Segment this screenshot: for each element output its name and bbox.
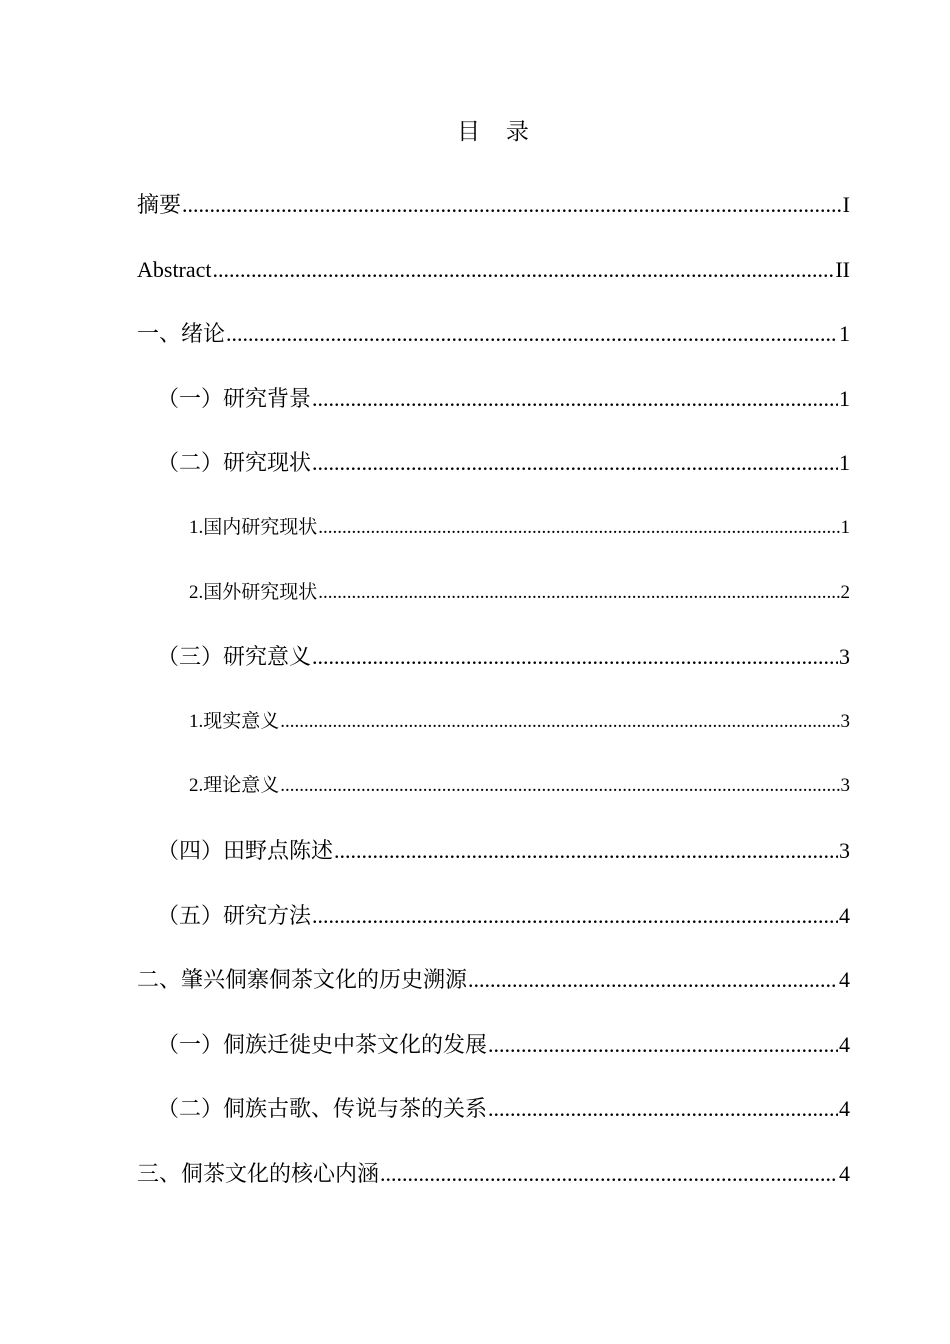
toc-dot-leader — [312, 635, 838, 679]
toc-entry-section-1-5[interactable] — [137, 894, 850, 959]
toc-dot-leader — [318, 506, 839, 550]
toc-entry-text: 一、绪论 — [137, 321, 226, 347]
toc-dot-leader — [488, 1023, 838, 1067]
toc-page-number: 4 — [839, 1031, 850, 1057]
toc-entry-text: 三、侗茶文化的核心内涵 — [137, 1160, 380, 1186]
toc-entry-subsection-1-2-2[interactable] — [137, 571, 850, 636]
toc-entry-text: （五）研究方法 — [157, 902, 312, 928]
toc-entry-text: 1.现实意义 — [189, 710, 280, 732]
toc-entry-chapter-1[interactable] — [137, 312, 850, 377]
toc-dot-leader — [468, 958, 838, 1002]
toc-entry-section-1-4[interactable] — [137, 829, 850, 894]
toc-entry-section-1-1[interactable] — [137, 377, 850, 442]
toc-entry-text: 摘要 — [137, 192, 182, 217]
toc-entry-abstract-en[interactable] — [137, 248, 850, 313]
toc-entry-text: 2.理论意义 — [189, 775, 280, 797]
toc-title: 目 录 — [457, 119, 539, 144]
toc-page-number: 1 — [839, 321, 850, 347]
toc-dot-leader — [318, 571, 839, 615]
toc-entry-text: （二）研究现状 — [157, 450, 312, 476]
toc-entry-text: （二）侗族古歌、传说与茶的关系 — [157, 1096, 488, 1122]
toc-entry-abstract-cn[interactable] — [137, 183, 850, 248]
toc-page-number: 3 — [839, 644, 850, 670]
toc-entry-text: （三）研究意义 — [157, 644, 312, 670]
toc-page-number: 1 — [839, 450, 850, 476]
toc-page-number: II — [835, 256, 850, 282]
toc-entry-section-2-1[interactable] — [137, 1023, 850, 1088]
toc-entry-section-2-2[interactable] — [137, 1087, 850, 1152]
toc-entry-subsection-1-2-1[interactable] — [137, 506, 850, 571]
toc-dot-leader — [280, 764, 839, 808]
toc-page-number: 4 — [839, 967, 850, 993]
toc-entry-text: 2.国外研究现状 — [189, 581, 318, 603]
toc-entry-text: Abstract — [137, 256, 212, 282]
toc-dot-leader — [312, 441, 838, 485]
toc-entry-chapter-2[interactable] — [137, 958, 850, 1023]
toc-dot-leader — [213, 248, 835, 292]
toc-page-number: 1 — [840, 516, 850, 538]
toc-dot-leader — [182, 183, 842, 227]
toc-page-number: 4 — [839, 1160, 850, 1186]
toc-entry-text: 二、肇兴侗寨侗茶文化的历史溯源 — [137, 967, 468, 993]
toc-entry-text: 1.国内研究现状 — [189, 516, 318, 538]
toc-page-number: I — [842, 192, 850, 217]
toc-dot-leader — [380, 1152, 838, 1196]
toc-page-number: 4 — [839, 902, 850, 928]
toc-entry-text: （四）田野点陈述 — [157, 837, 334, 863]
toc-dot-leader — [488, 1087, 838, 1131]
toc-dot-leader — [312, 894, 838, 938]
toc-dot-leader — [226, 312, 838, 356]
toc-page-number: 3 — [840, 710, 850, 732]
toc-entry-subsection-1-3-1[interactable] — [137, 700, 850, 765]
toc-page-number: 3 — [840, 775, 850, 797]
toc-entry-text: （一）侗族迁徙史中茶文化的发展 — [157, 1031, 488, 1057]
toc-entry-chapter-3[interactable] — [137, 1152, 850, 1217]
toc-page-number: 2 — [840, 581, 850, 603]
toc-entry-section-1-2[interactable] — [137, 441, 850, 506]
toc-dot-leader — [312, 377, 838, 421]
toc-dot-leader — [280, 700, 839, 744]
toc-list — [137, 183, 850, 1217]
toc-entry-text: （一）研究背景 — [157, 385, 312, 411]
toc-page-number: 1 — [839, 385, 850, 411]
toc-page-number: 3 — [839, 837, 850, 863]
toc-page-number: 4 — [839, 1096, 850, 1122]
toc-dot-leader — [334, 829, 838, 873]
toc-entry-subsection-1-3-2[interactable] — [137, 764, 850, 829]
toc-entry-section-1-3[interactable] — [137, 635, 850, 700]
